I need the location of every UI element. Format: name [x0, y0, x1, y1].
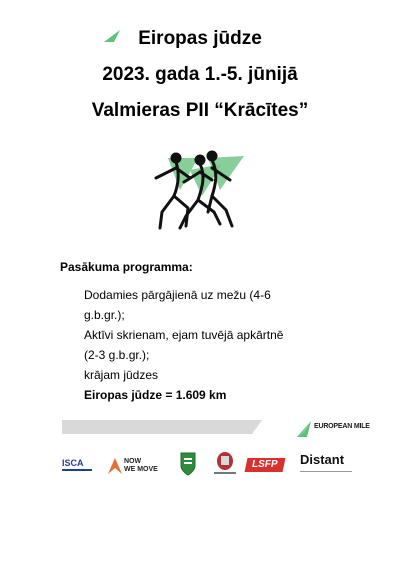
- shield-crest-icon: [180, 452, 196, 476]
- program-summary: Eiropas jūdze = 1.609 km: [84, 388, 227, 402]
- latvia-coat-of-arms-icon: [208, 450, 242, 478]
- event-title: Eiropas jūdze: [138, 28, 262, 49]
- decorative-band: [62, 420, 262, 434]
- lsfp-logo: LSFP: [246, 456, 286, 474]
- now-we-move-icon: [108, 458, 122, 474]
- distant-logo: Distant: [300, 452, 360, 478]
- now-we-move-logo: NOW WE MOVE: [108, 456, 154, 478]
- isca-logo: ISCA: [62, 458, 92, 474]
- program-item: krājam jūdzes: [84, 368, 159, 382]
- program-list: [84, 285, 304, 405]
- program-item: (2-3 g.b.gr.);: [84, 348, 150, 362]
- program-item: Dodamies pārgājienā uz mežu (4-6: [84, 288, 271, 302]
- program-item: Aktīvi skrienam, ejam tuvējā apkārtnē: [84, 328, 284, 342]
- sponsor-logos: [60, 450, 360, 480]
- program-heading: Pasākuma programma:: [60, 260, 193, 274]
- program-item: g.b.gr.);: [84, 308, 125, 322]
- runners-illustration: [140, 150, 252, 232]
- event-dates: 2023. gada 1.-5. jūnijā: [102, 64, 298, 85]
- event-venue: Valmieras PII “Krācītes”: [91, 100, 309, 121]
- european-mile-logo-text: EUROPEAN MILE: [314, 423, 370, 430]
